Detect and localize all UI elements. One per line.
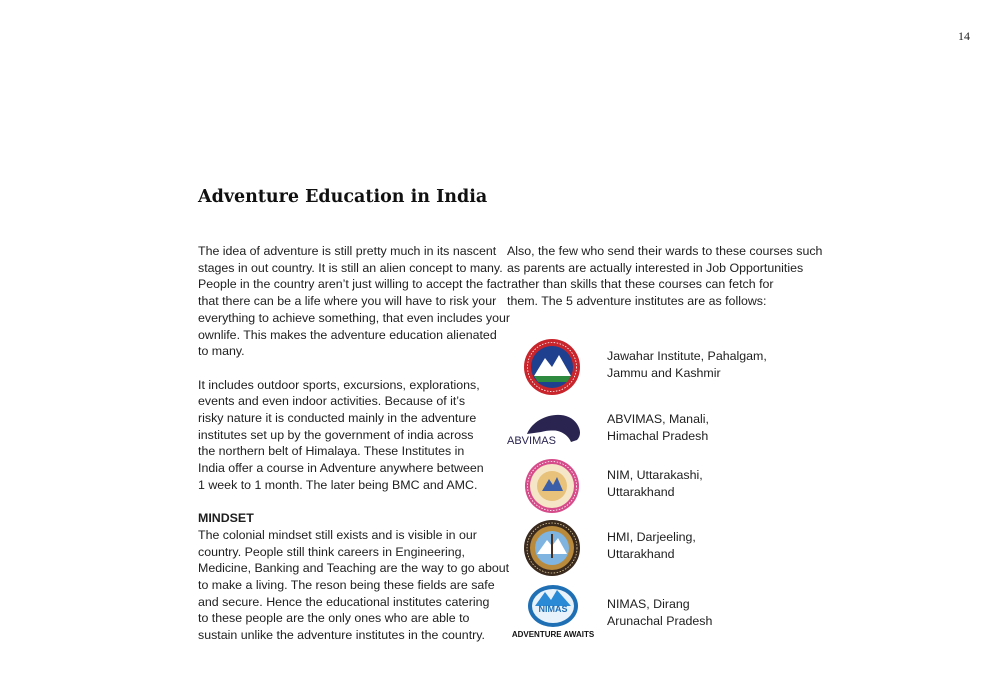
institute-name <box>607 348 767 381</box>
institute-name <box>607 529 696 562</box>
institute-line: Uttarakhand <box>607 546 675 561</box>
hmi-logo-icon <box>507 518 599 582</box>
institute-name <box>607 411 709 444</box>
text-line: as parents are actually interested in Job Opportunities <box>507 260 804 275</box>
text-line: country. People still think careers in Engineering, <box>198 544 465 559</box>
jawahar-institute-logo-icon <box>507 336 599 400</box>
page-number: 14 <box>958 29 970 43</box>
text-line: ownlife. This makes the adventure education alienated <box>198 327 497 342</box>
text-line: India offer a course in Adventure anywhere between <box>198 461 484 476</box>
institute-line: HMI, Darjeeling, <box>607 530 696 544</box>
mindset-section <box>198 510 510 644</box>
text-line: The colonial mindset still exists and is visible in our <box>198 527 477 542</box>
institute-name <box>607 467 703 500</box>
right-column-intro <box>507 243 823 310</box>
text-line: everything to achieve something, that even includes your <box>198 310 511 325</box>
nimas-logo-icon <box>507 584 599 648</box>
institute-line: Arunachal Pradesh <box>607 613 713 628</box>
institute-line: ABVIMAS, Manali, <box>607 412 709 426</box>
text-line: the northern belt of Himalaya. These Institutes in <box>198 444 465 459</box>
text-line: them. The 5 adventure institutes are as follows: <box>507 294 767 309</box>
text-line: It includes outdoor sports, excursions, explorations, <box>198 377 480 392</box>
text-line: People in the country aren’t just willing to accept the fact <box>198 277 507 292</box>
nimas-logo-caption: ADVENTURE AWAITS <box>511 630 595 639</box>
institute-line: Himachal Pradesh <box>607 428 709 443</box>
nimas-logo-text: NIMAS <box>538 604 568 614</box>
text-line: to these people are the only ones who are able to <box>198 611 470 626</box>
text-line: institutes set up by the government of india across <box>198 427 474 442</box>
text-line: to many. <box>198 344 245 359</box>
institute-name <box>607 596 712 629</box>
text-line: to make a living. The reson being these fields are safe <box>198 578 495 593</box>
intro-paragraph <box>198 243 511 360</box>
text-line: 1 week to 1 month. The later being BMC and AMC. <box>198 477 478 492</box>
mindset-heading: MINDSET <box>198 511 254 526</box>
activities-paragraph <box>198 377 498 494</box>
text-line: and secure. Hence the educational institutes catering <box>198 594 490 609</box>
left-column <box>198 243 511 644</box>
text-line: stages in out country. It is still an alien concept to many. <box>198 260 503 275</box>
text-line: risky nature it is conducted mainly in the adventure <box>198 411 477 426</box>
institute-line: NIM, Uttarakashi, <box>607 468 703 482</box>
text-line: sustain unlike the adventure institutes in the country. <box>198 628 485 643</box>
text-line: rather than skills that these courses can fetch for <box>507 277 774 292</box>
institute-line: NIMAS, Dirang <box>607 597 690 611</box>
nim-logo-icon <box>507 455 599 519</box>
page-title: Adventure Education in India <box>198 187 488 207</box>
text-line: Medicine, Banking and Teaching are the way to go about <box>198 561 510 576</box>
text-line: events and even indoor activities. Because of it’s <box>198 394 466 409</box>
abvimas-logo-text: ABVIMAS <box>507 435 556 447</box>
institute-line: Jawahar Institute, Pahalgam, <box>607 349 767 363</box>
institute-line: Jammu and Kashmir <box>607 365 721 380</box>
text-line: The idea of adventure is still pretty much in its nascent <box>198 244 497 258</box>
institute-line: Uttarakhand <box>607 484 675 499</box>
text-line: Also, the few who send their wards to these courses such <box>507 244 823 258</box>
text-line: that there can be a life where you will have to risk your <box>198 294 497 309</box>
